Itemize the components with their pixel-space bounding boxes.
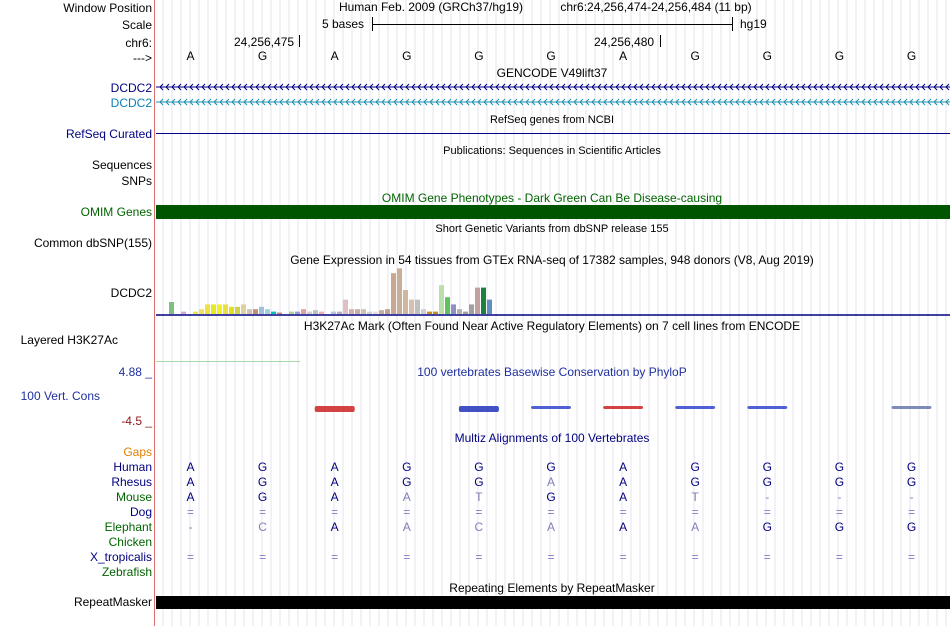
conservation-glyph (747, 406, 787, 409)
gtex-tissue-bar (199, 309, 204, 314)
conservation-glyph (675, 406, 715, 409)
dbsnp-title: Short Genetic Variants from dbSNP release 155 (435, 223, 669, 235)
reference-base: G (834, 49, 845, 63)
species-label[interactable]: Chicken (108, 535, 152, 549)
scale-bar-left-tick (372, 17, 373, 31)
aligned-base: A (546, 520, 555, 534)
label-cons-max: 4.88 _ (118, 365, 152, 379)
aligned-base: = (835, 505, 843, 519)
conservation-glyph (603, 406, 643, 409)
scale-text: 5 bases (322, 17, 365, 31)
aligned-base: = (619, 550, 627, 564)
label-repeatmasker[interactable]: RepeatMasker (73, 595, 152, 609)
gtex-tissue-bar (415, 300, 420, 314)
aligned-base: G (762, 475, 772, 489)
aligned-base: = (475, 550, 483, 564)
gtex-tissue-bar (397, 268, 402, 314)
reference-base: A (186, 49, 195, 63)
aligned-base: A (619, 460, 628, 474)
reference-base: A (619, 49, 628, 63)
gtex-tissue-bar (277, 313, 282, 314)
gencode-transcript-1[interactable] (156, 84, 950, 90)
reference-base: G (906, 49, 917, 63)
gtex-tissue-bar (205, 304, 210, 314)
publications-title: Publications: Sequences in Scientific Articles (443, 145, 661, 157)
gtex-tissue-bar (211, 304, 216, 314)
conservation-glyph (892, 406, 932, 409)
gtex-tissue-bar (319, 312, 324, 314)
track-image[interactable] (156, 0, 950, 626)
conservation-glyph (459, 406, 499, 412)
label-strand[interactable]: ---> (133, 51, 152, 65)
gencode-title: GENCODE V49lift37 (496, 66, 608, 80)
gtex-tissue-bar (403, 290, 408, 314)
gtex-tissue-bar (271, 312, 276, 314)
gtex-tissue-bar (235, 307, 240, 314)
aligned-base: = (547, 505, 555, 519)
aligned-base: G (906, 475, 917, 489)
gtex-tissue-bar (451, 304, 456, 314)
gtex-tissue-bar (487, 300, 492, 314)
gtex-tissue-bar (259, 307, 264, 314)
aligned-base: G (257, 475, 268, 489)
aligned-base: G (834, 460, 845, 474)
aligned-base: A (186, 460, 195, 474)
label-100-vert-cons[interactable]: 100 Vert. Cons (20, 389, 100, 403)
gtex-tissue-bar (427, 312, 432, 314)
repeatmasker-element[interactable] (156, 596, 950, 609)
coordinate-tick-1 (299, 35, 300, 47)
reference-base: G (762, 49, 772, 63)
gtex-title: Gene Expression in 54 tissues from GTEx RNA-seq of 17382 samples, 948 donors (V8, Aug 2019) (290, 253, 814, 267)
label-divider (154, 0, 155, 626)
gtex-tissue-bar (253, 309, 258, 314)
aligned-base: - (909, 490, 914, 504)
aligned-base: G (906, 520, 917, 534)
label-sequences[interactable]: Sequences (91, 158, 152, 172)
reference-base: G (690, 49, 700, 63)
aligned-base: G (257, 460, 268, 474)
gtex-tissue-bar (391, 273, 396, 314)
refseq-title: RefSeq genes from NCBI (489, 114, 615, 126)
gtex-tissue-bar (361, 309, 366, 314)
aligned-base: = (186, 550, 194, 564)
aligned-base: = (331, 550, 339, 564)
coordinate-tick-2 (660, 35, 661, 47)
gtex-tissue-bar (169, 302, 174, 314)
gtex-tissue-bar (307, 312, 312, 314)
gtex-tissue-bar (289, 312, 294, 314)
aligned-base: G (906, 460, 917, 474)
aligned-base: G (834, 475, 845, 489)
aligned-base: = (475, 505, 483, 519)
position-range: chr6:24,256,474-24,256,484 (11 bp) (560, 0, 752, 14)
aligned-base: A (330, 520, 339, 534)
aligned-base: - (188, 520, 193, 534)
aligned-base: = (763, 550, 771, 564)
gtex-tissue-bar (463, 312, 468, 314)
label-cons-min: -4.5 _ (121, 414, 152, 428)
aligned-base: G (474, 475, 484, 489)
aligned-base: G (474, 460, 484, 474)
label-common-dbsnp[interactable]: Common dbSNP(155) (33, 236, 152, 250)
aligned-base: A (330, 475, 339, 489)
species-label[interactable]: Human (113, 460, 152, 474)
aligned-base: = (259, 550, 267, 564)
aligned-base: G (690, 460, 700, 474)
aligned-base: = (547, 550, 555, 564)
aligned-base: = (259, 505, 267, 519)
gtex-tissue-bar (439, 285, 444, 314)
species-label[interactable]: Mouse (115, 490, 152, 504)
gtex-tissue-bar (301, 309, 306, 314)
aligned-base: A (619, 490, 628, 504)
aligned-base: = (907, 505, 915, 519)
gtex-tissue-bar (481, 288, 486, 314)
gtex-tissue-bar (343, 300, 348, 314)
multiz-title: Multiz Alignments of 100 Vertebrates (454, 431, 650, 445)
gtex-tissue-bar (241, 304, 246, 314)
label-dcdc2-gencode-1[interactable]: DCDC2 (110, 81, 152, 95)
label-layered-h3k27ac[interactable]: Layered H3K27Ac (20, 333, 118, 347)
aligned-base: G (762, 460, 772, 474)
aligned-base: = (691, 505, 699, 519)
aligned-base: A (402, 520, 411, 534)
gtex-tissue-bar (445, 297, 450, 314)
label-omim-genes[interactable]: OMIM Genes (80, 205, 152, 219)
scale-db: hg19 (740, 17, 767, 31)
gtex-tissue-bar (433, 312, 438, 314)
label-scale[interactable]: Scale (121, 18, 152, 32)
aligned-base: T (475, 490, 483, 504)
reference-base: G (474, 49, 484, 63)
gtex-tissue-bar (223, 304, 228, 314)
aligned-base: G (834, 520, 845, 534)
aligned-base: G (257, 490, 268, 504)
label-refseq-curated[interactable]: RefSeq Curated (65, 127, 152, 141)
gtex-tissue-bar (385, 309, 390, 314)
assembly-name: Human Feb. 2009 (GRCh37/hg19) (338, 0, 524, 14)
aligned-base: = (403, 550, 411, 564)
gtex-tissue-bar (337, 312, 342, 314)
reference-base: G (546, 49, 556, 63)
conservation-logo[interactable] (156, 398, 950, 418)
gtex-tissue-bar (247, 309, 252, 314)
reference-base: G (257, 49, 268, 63)
gtex-tissue-bar (379, 310, 384, 314)
aligned-base: C (258, 520, 267, 534)
conservation-glyph (315, 406, 355, 412)
aligned-base: G (402, 460, 412, 474)
omim-title: OMIM Gene Phenotypes - Dark Green Can Be Disease-causing (381, 191, 723, 205)
aligned-base: G (690, 475, 700, 489)
aligned-base: A (402, 490, 411, 504)
reference-base: A (330, 49, 339, 63)
aligned-base: - (765, 490, 770, 504)
gtex-bar-chart[interactable] (156, 266, 950, 318)
scale-bar-right-tick (732, 17, 733, 31)
species-label[interactable]: Dog (129, 505, 152, 519)
coordinate-label-2: 24,256,480 (594, 35, 655, 49)
aligned-base: = (763, 505, 771, 519)
conservation-title: 100 vertebrates Basewise Conservation by PhyloP (417, 365, 687, 379)
aligned-base: A (186, 475, 195, 489)
aligned-base: G (546, 490, 556, 504)
aligned-base: A (330, 490, 339, 504)
label-dcdc2-gencode-2[interactable]: DCDC2 (110, 96, 152, 110)
scale-bar (372, 24, 733, 25)
repeatmasker-title: Repeating Elements by RepeatMasker (449, 581, 655, 595)
aligned-base: A (186, 490, 195, 504)
track-label-column (0, 0, 154, 626)
gtex-tissue-bar (469, 304, 474, 314)
gtex-tissue-bar (457, 309, 462, 314)
aligned-base: = (691, 550, 699, 564)
gtex-tissue-bar (421, 309, 426, 314)
gtex-tissue-bar (265, 309, 270, 314)
gtex-tissue-bar (193, 312, 198, 314)
aligned-base: = (403, 505, 411, 519)
species-label[interactable]: X_tropicalis (89, 550, 152, 564)
label-chrom[interactable]: chr6: (125, 36, 152, 50)
label-gtex-dcdc2[interactable]: DCDC2 (110, 286, 152, 300)
gtex-tissue-bar (475, 288, 480, 314)
species-label[interactable]: Zebrafish (101, 565, 152, 579)
aligned-base: G (546, 460, 556, 474)
h3k27ac-title: H3K27Ac Mark (Often Found Near Active Regulatory Elements) on 7 cell lines from ENCODE (303, 319, 801, 333)
label-window-position[interactable]: Window Position (63, 1, 152, 15)
species-label[interactable]: Rhesus (111, 475, 152, 489)
h3k27ac-signal[interactable] (156, 361, 300, 362)
aligned-base: A (619, 475, 628, 489)
species-label[interactable]: Elephant (104, 520, 152, 534)
gtex-tissue-bar (229, 307, 234, 314)
gtex-tissue-bar (349, 309, 354, 314)
aligned-base: A (546, 475, 555, 489)
gencode-transcript-2[interactable] (156, 99, 950, 105)
aligned-base: = (619, 505, 627, 519)
gtex-tissue-bar (355, 309, 360, 314)
aligned-base: A (619, 520, 628, 534)
aligned-base: C (474, 520, 484, 534)
gtex-tissue-bar (181, 312, 186, 314)
aligned-base: = (907, 550, 915, 564)
reference-base: G (402, 49, 412, 63)
gtex-tissue-bar (373, 312, 378, 314)
aligned-base: G (402, 475, 412, 489)
aligned-base: = (331, 505, 339, 519)
omim-gene-bar[interactable] (156, 205, 950, 219)
label-snps[interactable]: SNPs (121, 174, 152, 188)
coordinate-label-1: 24,256,475 (234, 35, 295, 49)
aligned-base: - (837, 490, 842, 504)
aligned-base: = (835, 550, 843, 564)
refseq-gene-line[interactable] (156, 133, 950, 134)
gencode-transcripts[interactable] (156, 82, 950, 108)
gtex-tissue-bar (217, 304, 222, 314)
gtex-tissue-bar (409, 300, 414, 314)
gtex-tissue-bar (295, 312, 300, 314)
gtex-tissue-bar (313, 310, 318, 314)
aligned-base: = (186, 505, 194, 519)
conservation-glyph (531, 406, 571, 409)
aligned-base: T (691, 490, 699, 504)
aligned-base: A (691, 520, 700, 534)
label-gaps[interactable]: Gaps (123, 445, 152, 459)
aligned-base: G (762, 520, 772, 534)
gtex-tissue-bar (331, 312, 336, 314)
gtex-tissue-bar (367, 312, 372, 314)
aligned-base: A (330, 460, 339, 474)
